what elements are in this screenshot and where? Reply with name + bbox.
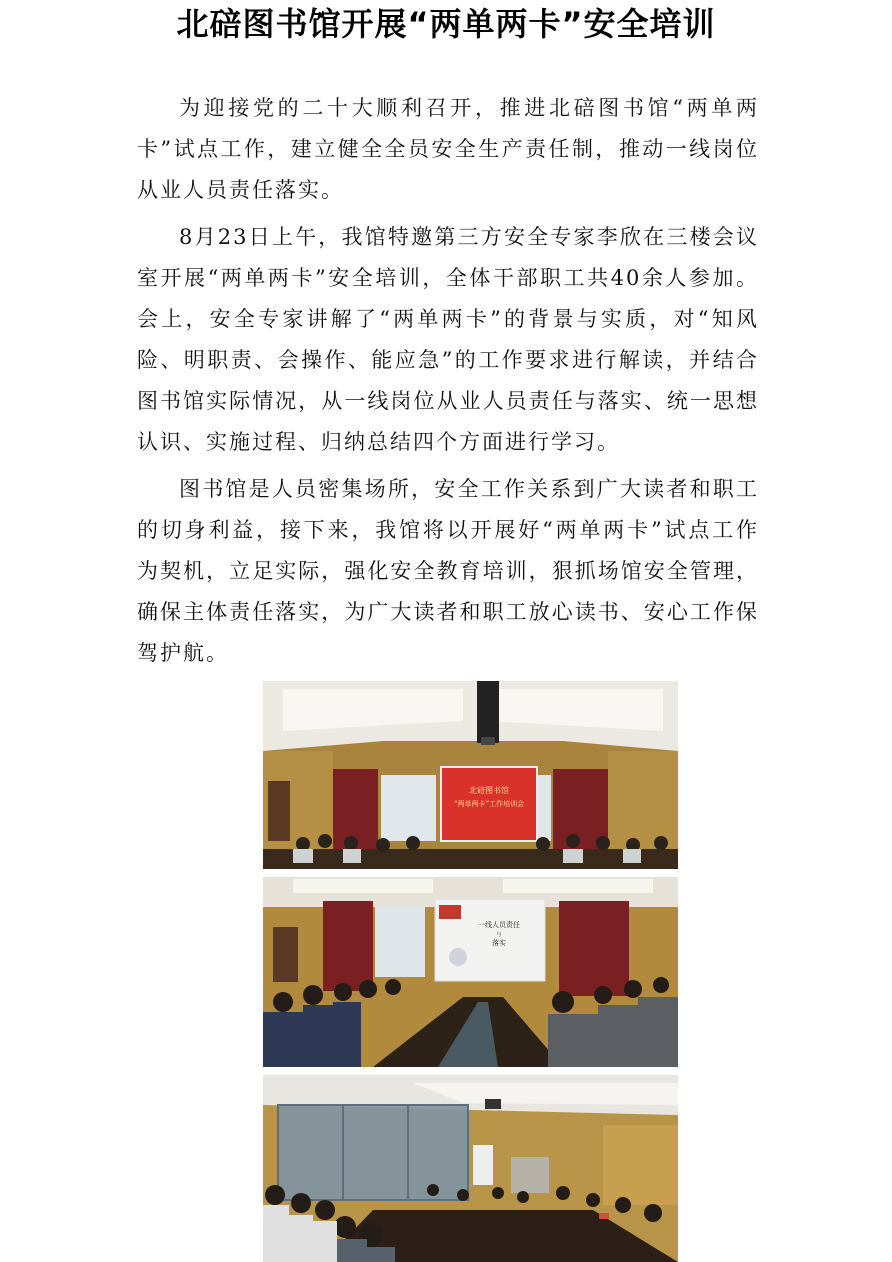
- screen-text-2: “两单两卡”工作培训会: [453, 800, 525, 808]
- article-title: 北碚图书馆开展“两单两卡”安全培训: [176, 5, 716, 43]
- article-body: [137, 88, 759, 680]
- training-photo-2: [263, 877, 678, 1067]
- paragraph-1: 为迎接党的二十大顺利召开，推进北碚图书馆“两单两卡”试点工作，建立健全全员安全生产责任制，推动一线岗位从业人员责任落实。: [137, 96, 759, 202]
- screen-text-1: 北碚图书馆: [469, 786, 509, 795]
- photo-3-scene: [263, 1075, 678, 1262]
- paragraph-2: 8月23日上午，我馆特邀第三方安全专家李欣在三楼会议室开展“两单两卡”安全培训，全体干部职工共40余人参加。会上，安全专家讲解了“两单两卡”的背景与实质，对“知风险、明职责、会操作、能应急”的工作要求进行解读，并结合图书馆实际情况，从一线岗位从业人员责任与落实、统一思想认识、实施过程、归纳总结四个方面进行学习。: [137, 225, 759, 454]
- training-photo-3: [263, 1075, 678, 1262]
- slide-text-2: 与: [496, 932, 502, 938]
- slide-text-3: 落实: [492, 939, 506, 947]
- training-photo-1: [263, 681, 678, 869]
- slide-text-1: 一线人员责任: [478, 921, 520, 929]
- photo-2-scene: [263, 877, 678, 1067]
- paragraph-3: 图书馆是人员密集场所，安全工作关系到广大读者和职工的切身利益，接下来，我馆将以开展好“两单两卡”试点工作为契机，立足实际，强化安全教育培训，狠抓场馆安全管理，确保主体责任落实，为广大读者和职工放心读书、安心工作保驾护航。: [137, 477, 759, 665]
- photo-1-scene: [263, 681, 678, 869]
